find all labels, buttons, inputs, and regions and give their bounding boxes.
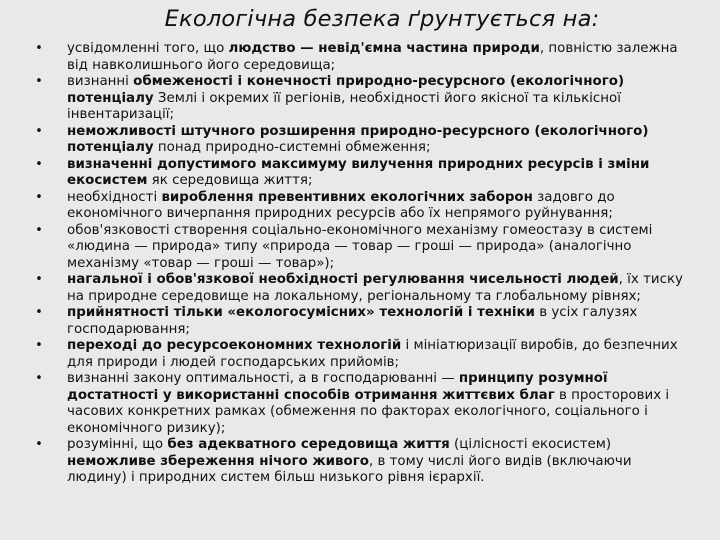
bullet-icon: •	[35, 123, 43, 139]
plain-text: визнанні закону оптимальності, а в господарюванні —	[67, 371, 459, 386]
bullet-text	[67, 371, 669, 436]
bullet-item	[30, 223, 694, 273]
bullet-icon: •	[35, 156, 43, 172]
plain-text: обов'язковості створення соціально-економічного механізму гомеостазу в системі «людина — природа» типу «природа — товар — гроші — природа» (аналогічно механізму «товар — гроші — товар»);	[67, 222, 653, 271]
bullet-icon: •	[35, 338, 43, 353]
bullet-icon: •	[35, 222, 43, 238]
bullet-list	[30, 41, 694, 487]
bullet-text	[67, 272, 683, 304]
plain-text: Землі і окремих її регіонів, необхідності його якісної та кількісної інвентаризації;	[67, 90, 621, 122]
bullet-icon: •	[35, 74, 43, 89]
bullet-text	[67, 74, 624, 122]
bullet-item	[30, 190, 694, 223]
bullet-item	[30, 41, 694, 74]
bullet-item	[30, 371, 694, 437]
bold-text: нагальної і обов'язкової необхідності регулювання чисельності людей	[67, 272, 619, 287]
plain-text: розумінні, що	[67, 437, 168, 452]
bold-text: вироблення превентивних екологічних заборон	[161, 189, 533, 205]
bullet-icon: •	[35, 437, 43, 452]
bullet-text	[67, 437, 632, 485]
bullet-text	[67, 338, 678, 370]
bullet-item	[30, 305, 694, 338]
bold-text: неможливе збереження нічого живого	[67, 453, 369, 469]
bullet-text	[67, 190, 615, 222]
bullet-icon: •	[35, 41, 43, 56]
plain-text: як середовища життя;	[147, 173, 313, 188]
bullet-icon: •	[35, 371, 43, 386]
plain-text: (цілісності екосистем)	[449, 437, 612, 452]
bold-text: визначенні допустимого максимуму вилучення природних ресурсів і зміни екосистем	[67, 156, 650, 188]
bold-text: обмеженості і конечності природно-ресурсного (екологічного) потенціалу	[67, 74, 625, 106]
bold-text: принципу розумної достатності у використанні способів отримання життєвих благ	[67, 371, 608, 403]
plain-text: в просторових і часових конкретних рамках (обмеження по факторах екологічного, соціального і економічного ризику);	[67, 387, 670, 436]
bullet-text	[67, 41, 678, 73]
bold-text: без адекватного середовища життя	[167, 437, 450, 452]
bold-text: прийнятності тільки «екологосумісних» технологій і техніки	[67, 305, 535, 320]
bullet-text	[67, 223, 652, 271]
bullet-item	[30, 338, 694, 371]
bullet-text	[67, 124, 648, 156]
plain-text: усвідомленні того, що	[67, 41, 229, 56]
bullet-item	[30, 157, 694, 190]
bullet-text	[67, 157, 649, 189]
bullet-item	[30, 437, 694, 487]
bullet-icon: •	[35, 189, 43, 205]
bold-text: неможливості штучного розширення природно-ресурсного (екологічного) потенціалу	[67, 123, 649, 155]
bullet-text	[67, 305, 637, 337]
bullet-item	[30, 272, 694, 305]
plain-text: , повністю залежна від навколишнього його середовища;	[67, 41, 678, 73]
plain-text: понад природно-системні обмеження;	[153, 140, 431, 155]
plain-text: , в тому числі його видів (включаючи людину) і природних систем більш низького рівня ієрархії.	[67, 453, 632, 485]
bullet-icon: •	[35, 305, 43, 320]
bullet-icon: •	[35, 272, 43, 287]
slide-title: Екологічна безпека ґрунтується на:	[164, 6, 600, 32]
plain-text: визнанні	[67, 74, 134, 89]
bullet-item	[30, 124, 694, 157]
plain-text: , їх тиску на природне середовище на локальному, регіональному та глобальному рівнях;	[67, 272, 683, 304]
plain-text: в усіх галузях господарювання;	[67, 305, 638, 337]
plain-text: задовго до економічного вичерпання природних ресурсів або їх непрямого руйнування;	[67, 189, 615, 221]
bullet-item	[30, 74, 694, 124]
plain-text: і мініатюризації виробів, до безпечних для природи і людей господарських прийомів;	[67, 338, 678, 370]
bold-text: людство — невід'ємна частина природи	[228, 41, 540, 56]
plain-text: необхідності	[67, 189, 162, 205]
bold-text: переході до ресурсоекономних технологій	[67, 338, 402, 353]
